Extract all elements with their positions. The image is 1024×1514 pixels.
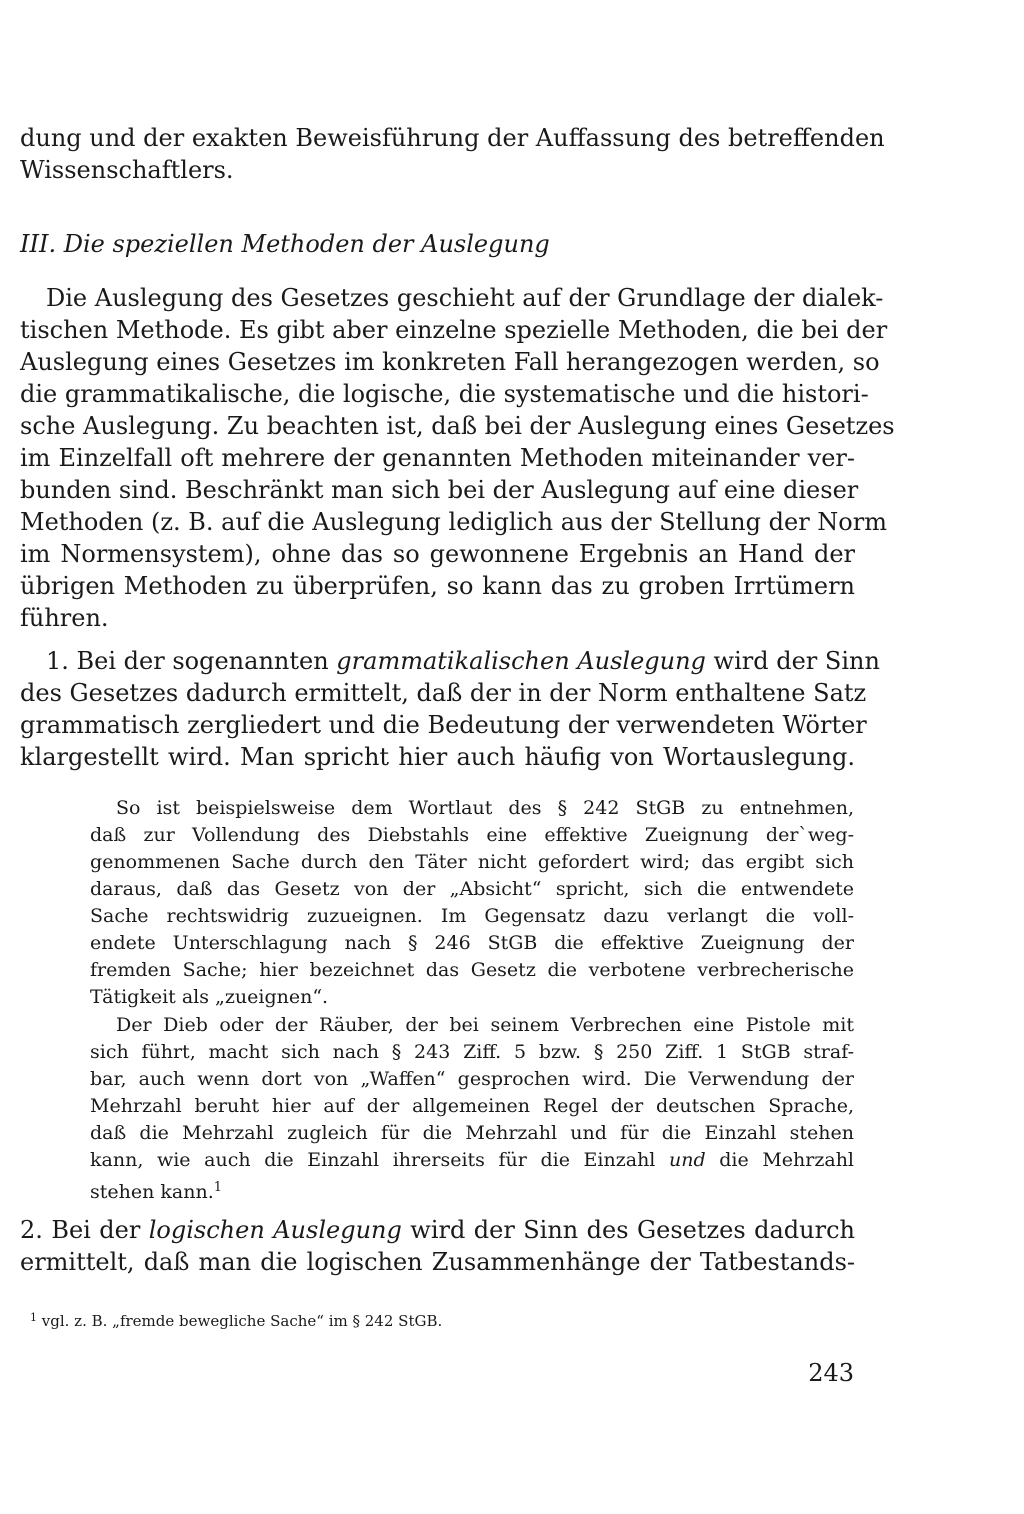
text-line: fremden Sache; hier bezeichnet das Gesetz die verbotene verbrecherische (90, 959, 854, 981)
footnote-reference[interactable]: 1 (213, 1180, 223, 1195)
text-line: ermittelt, daß man die logischen Zusammenhänge der Tatbestands- (20, 1248, 855, 1276)
text-line (90, 1147, 854, 1174)
text-run: kann, wie auch die Einzahl ihrerseits für die Einzahl (90, 1149, 669, 1171)
text-line: klargestellt wird. Man spricht hier auch häufig von Wortauslegung. (20, 743, 855, 771)
text-line: Der Dieb oder der Räuber, der bei seinem Verbrechen eine Pistole mit (116, 1014, 854, 1036)
text-run: wird der Sinn (705, 647, 880, 675)
emphasis-term: logischen Auslegung (148, 1216, 402, 1244)
text-line: bunden sind. Beschränkt man sich bei der Auslegung auf eine dieser (20, 476, 859, 504)
text-line: Auslegung eines Gesetzes im konkreten Fall herangezogen werden, so (20, 348, 880, 376)
emphasis-term: und (669, 1149, 706, 1171)
continuation-paragraph (20, 122, 885, 186)
text-line (20, 1214, 855, 1246)
page-number: 243 (808, 1359, 854, 1387)
text-line: endete Unterschlagung nach § 246 StGB die effektive Zueignung der (90, 932, 854, 954)
text-line: Tätigkeit als „zueignen“. (90, 986, 329, 1008)
intro-paragraph (20, 282, 895, 634)
text-run: 1. Bei der sogenannten (46, 647, 337, 675)
text-run: wird der Sinn des Gesetzes dadurch (401, 1216, 855, 1244)
text-run: 2. Bei der (20, 1216, 149, 1244)
text-run: stehen kann. (90, 1181, 214, 1203)
text-line: übrigen Methoden zu überprüfen, so kann das zu groben Irrtümern (20, 572, 855, 600)
text-line: im Normensystem), ohne das so gewonnene Ergebnis an Hand der (20, 540, 855, 568)
text-line (90, 1174, 854, 1201)
text-line: sche Auslegung. Zu beachten ist, daß bei der Auslegung eines Gesetzes (20, 412, 895, 440)
text-line: Methoden (z. B. auf die Auslegung lediglich aus der Stellung der Norm (20, 508, 887, 536)
text-line: bar, auch wenn dort von „Waffen“ gesprochen wird. Die Verwendung der (90, 1068, 854, 1090)
text-line: die grammatikalische, die logische, die systematische und die histori- (20, 380, 869, 408)
emphasis-term: grammatikalischen Auslegung (336, 647, 706, 675)
text-line (20, 645, 880, 677)
text-line: Mehrzahl beruht hier auf der allgemeinen Regel der deutschen Sprache, (90, 1095, 854, 1117)
text-line: genommenen Sache durch den Täter nicht gefordert wird; das ergibt sich (90, 851, 854, 873)
footnote (30, 1308, 865, 1331)
text-line: sich führt, macht sich nach § 243 Ziff. 5 bzw. § 250 Ziff. 1 StGB straf- (90, 1041, 854, 1063)
example-block-2 (90, 1012, 854, 1201)
text-line: Wissenschaftlers. (20, 156, 234, 184)
text-line: grammatisch zergliedert und die Bedeutung der verwendeten Wörter (20, 711, 867, 739)
text-line: So ist beispielsweise dem Wortlaut des § 242 StGB zu entnehmen, (116, 797, 854, 819)
text-line: daß zur Vollendung des Diebstahls eine effektive Zueignung der`weg- (90, 824, 854, 846)
text-line: daraus, daß das Gesetz von der „Absicht“ spricht, sich die entwendete (90, 878, 854, 900)
text-line: Die Auslegung des Gesetzes geschieht auf der Grundlage der dialek- (46, 284, 884, 312)
footnote-text: vgl. z. B. „fremde bewegliche Sache“ im § 242 StGB. (37, 1312, 443, 1330)
section-heading: III. Die speziellen Methoden der Auslegung (20, 230, 550, 258)
text-line: daß die Mehrzahl zugleich für die Mehrzahl und für die Einzahl stehen (90, 1122, 854, 1144)
text-line: des Gesetzes dadurch ermittelt, daß der in der Norm enthaltene Satz (20, 679, 867, 707)
section-2-paragraph (20, 1214, 855, 1278)
footnote-mark: 1 (30, 1311, 37, 1324)
section-1-paragraph (20, 645, 880, 773)
text-line: dung und der exakten Beweisführung der Auffassung des betreffenden (20, 124, 885, 152)
text-run: die Mehrzahl (705, 1149, 855, 1171)
text-line: tischen Methode. Es gibt aber einzelne spezielle Methoden, die bei der (20, 316, 888, 344)
text-line: führen. (20, 604, 109, 632)
text-line: im Einzelfall oft mehrere der genannten Methoden miteinander ver- (20, 444, 855, 472)
example-block-1 (90, 795, 854, 1011)
text-line: Sache rechtswidrig zuzueignen. Im Gegensatz dazu verlangt die voll- (90, 905, 854, 927)
